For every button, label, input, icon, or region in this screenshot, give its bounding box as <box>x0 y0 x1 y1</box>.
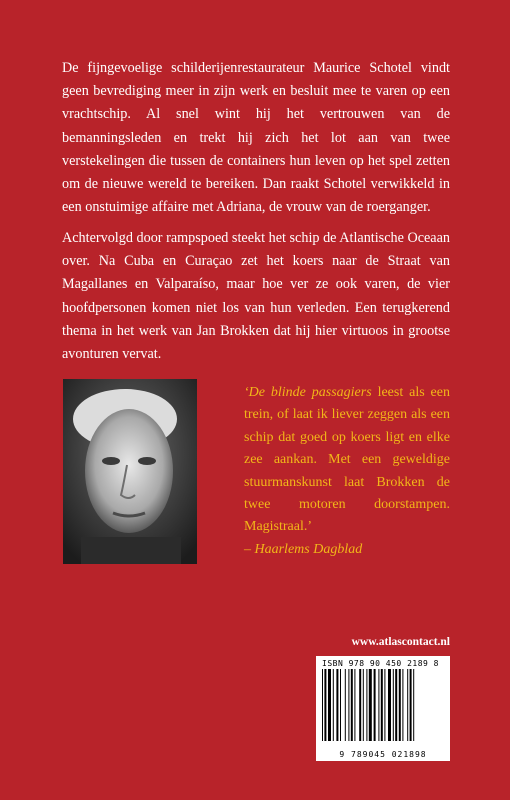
barcode-bar <box>402 669 403 741</box>
publisher-url: www.atlascontact.nl <box>351 636 450 648</box>
barcode-bar <box>328 669 331 741</box>
author-photo <box>63 379 197 564</box>
barcode-bar <box>369 669 372 741</box>
blurb-paragraph-1: De fijngevoelige schilderijenrestaurateur Maurice Schotel vindt geen bevrediging meer in zijn werk en besluit mee te varen op een vrachtschip. Al snel wint hij het vertrouwen van de bemanningsleden en trekt hij zich het lot aan van twee verstekelingen die tussen de containers hun leven op het spel zetten om de nieuwe wereld te bereiken. Dan raakt Schotel verwikkeld in een onstuimige affaire met Adriana, de vrouw van de roerganger. <box>62 60 450 216</box>
blurb-paragraph-2: Achtervolgd door rampspoed steekt het schip de Atlantische Oceaan over. Na Cuba en Curaçao zet het koers naar de Straat van Magallanes en Valparaíso, maar hoe ver ze ook varen, de vier hoofdpersonen komen niet los van hun verleden. Een terugkerend thema in het werk van Jan Brokken dat hij hier virtuoos in grootse avonturen vervat. <box>62 230 450 363</box>
barcode-bar <box>348 669 349 741</box>
barcode-bar <box>336 669 338 741</box>
isbn-barcode <box>316 656 450 761</box>
barcode-bar <box>333 669 334 741</box>
barcode-bar <box>363 669 364 741</box>
barcode-bar <box>399 669 401 741</box>
barcode-bar <box>413 669 414 741</box>
barcode-bar <box>374 669 376 741</box>
barcode-bars <box>320 669 446 747</box>
barcode-bar <box>359 669 361 741</box>
barcode-bar <box>393 669 394 741</box>
barcode-bar <box>388 669 391 741</box>
barcode-bar <box>395 669 397 741</box>
quote-book-title: ‘De blinde passagiers <box>244 385 372 400</box>
barcode-bar <box>381 669 383 741</box>
quote-text: leest als een trein, of laat ik liever zeggen als een schip dat goed op koers ligt en elke zee aankan. Met een geweldige stuurmanskunst laat Brokken de twee motoren doorstampen. Magistraal.’ <box>244 385 450 535</box>
barcode-bar <box>354 669 355 741</box>
isbn-label: ISBN 978 90 450 2189 8 <box>322 659 439 668</box>
quote-source: – Haarlems Dagblad <box>244 541 363 557</box>
barcode-bar <box>340 669 341 741</box>
barcode-bar <box>378 669 379 741</box>
barcode-bar <box>407 669 408 741</box>
press-quote <box>244 382 450 561</box>
barcode-digits: 9 789045 021898 <box>339 750 427 759</box>
barcode-bar <box>410 669 412 741</box>
barcode-bar <box>366 669 367 741</box>
barcode-bar <box>345 669 346 741</box>
barcode-bar <box>322 669 323 741</box>
barcode-bar <box>324 669 326 741</box>
barcode-bar <box>384 669 385 741</box>
barcode-bar <box>351 669 353 741</box>
